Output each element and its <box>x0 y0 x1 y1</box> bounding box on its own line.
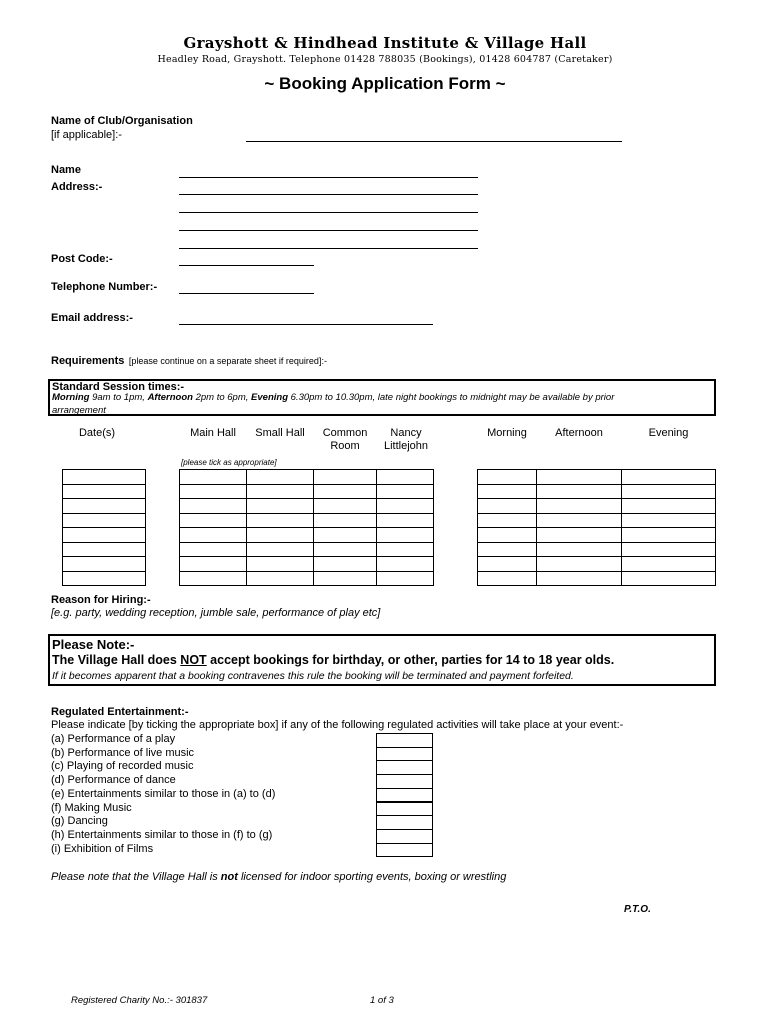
room-tick-cell[interactable] <box>377 528 434 543</box>
sessions-grid <box>477 469 716 586</box>
session-tick-cell[interactable] <box>478 557 537 572</box>
room-tick-cell[interactable] <box>180 542 247 557</box>
entertainment-heading: Regulated Entertainment:- <box>51 706 189 718</box>
licence-note-end: licensed for indoor sporting events, boxing or wrestling <box>237 871 507 883</box>
tick-note: [please tick as appropriate] <box>181 458 277 467</box>
dates-header: Date(s) <box>78 427 116 439</box>
afternoon-label: Afternoon <box>147 392 193 403</box>
date-cell[interactable] <box>63 542 146 557</box>
address-line-2[interactable] <box>179 212 478 213</box>
notice-rule-end: accept bookings for birthday, or other, parties for 14 to 18 year olds. <box>206 653 615 667</box>
rooms-grid <box>179 469 434 586</box>
entertainment-list <box>51 733 275 856</box>
session-tick-cell[interactable] <box>622 499 716 514</box>
room-tick-cell[interactable] <box>247 557 314 572</box>
room-tick-cell[interactable] <box>180 513 247 528</box>
room-tick-cell[interactable] <box>377 470 434 485</box>
room-tick-cell[interactable] <box>247 484 314 499</box>
main-hall-header: Main Hall <box>190 427 236 439</box>
entertainment-tickbox[interactable] <box>376 733 433 748</box>
afternoon-header: Afternoon <box>555 427 603 439</box>
room-tick-cell[interactable] <box>180 484 247 499</box>
dates-grid <box>62 469 146 586</box>
postcode-field[interactable] <box>179 265 314 266</box>
session-tick-cell[interactable] <box>478 499 537 514</box>
hall-address: Headley Road, Grayshott. Telephone 01428 788035 (Bookings), 01428 604787 (Caretaker) <box>157 54 613 65</box>
session-tick-cell[interactable] <box>622 542 716 557</box>
date-cell[interactable] <box>63 557 146 572</box>
date-cell[interactable] <box>63 513 146 528</box>
entertainment-tickbox[interactable] <box>376 802 433 817</box>
entertainment-item: (e) Entertainments similar to those in (a) to (d) <box>51 787 276 800</box>
entertainment-item: (f) Making Music <box>51 801 132 814</box>
email-label: Email address:- <box>51 312 133 324</box>
room-tick-cell[interactable] <box>180 557 247 572</box>
room-tick-cell[interactable] <box>377 542 434 557</box>
licence-not: not <box>220 871 238 883</box>
date-cell[interactable] <box>63 571 146 586</box>
room-tick-cell[interactable] <box>377 557 434 572</box>
session-times-detail <box>52 392 614 403</box>
room-tick-cell[interactable] <box>180 528 247 543</box>
telephone-label: Telephone Number:- <box>51 281 158 293</box>
session-tick-cell[interactable] <box>622 571 716 586</box>
session-tick-cell[interactable] <box>622 528 716 543</box>
name-label: Name <box>51 164 81 176</box>
postcode-label: Post Code:- <box>51 253 113 265</box>
room-tick-cell[interactable] <box>314 513 377 528</box>
room-tick-cell[interactable] <box>247 542 314 557</box>
session-tick-cell[interactable] <box>622 557 716 572</box>
morning-header: Morning <box>487 427 527 439</box>
telephone-field[interactable] <box>179 293 314 294</box>
room-tick-cell[interactable] <box>247 499 314 514</box>
entertainment-item: (a) Performance of a play <box>51 733 176 745</box>
session-times-box <box>48 379 716 416</box>
session-tick-cell[interactable] <box>478 571 537 586</box>
session-tick-cell[interactable] <box>537 542 622 557</box>
hiring-label: Reason for Hiring:- <box>51 594 151 606</box>
room-tick-cell[interactable] <box>314 499 377 514</box>
session-tick-cell[interactable] <box>622 513 716 528</box>
notice-box <box>48 634 716 686</box>
date-cell[interactable] <box>63 528 146 543</box>
hiring-example: [e.g. party, wedding reception, jumble sale, performance of play etc] <box>51 607 381 619</box>
session-tick-cell[interactable] <box>537 499 622 514</box>
room-tick-cell[interactable] <box>314 470 377 485</box>
entertainment-tickbox[interactable] <box>376 815 433 830</box>
nancy-littlejohn-header: Nancy Littlejohn <box>383 427 429 452</box>
session-tick-cell[interactable] <box>478 528 537 543</box>
session-tick-cell[interactable] <box>537 557 622 572</box>
session-tick-cell[interactable] <box>537 470 622 485</box>
requirements-note: [please continue on a separate sheet if required]:- <box>128 356 327 366</box>
date-cell[interactable] <box>63 484 146 499</box>
licence-note-start: Please note that the Village Hall is <box>51 871 221 883</box>
entertainment-tickbox[interactable] <box>376 843 433 858</box>
small-hall-header: Small Hall <box>255 427 305 439</box>
requirements-heading <box>51 351 327 369</box>
address-line-1[interactable] <box>179 194 478 195</box>
evening-header: Evening <box>648 427 689 439</box>
room-tick-cell[interactable] <box>377 513 434 528</box>
entertainment-tickbox[interactable] <box>376 788 433 803</box>
address-line-3[interactable] <box>179 230 478 231</box>
page-number: 1 of 3 <box>370 995 394 1006</box>
room-tick-cell[interactable] <box>247 571 314 586</box>
entertainment-item: (d) Performance of dance <box>51 774 176 787</box>
session-tick-cell[interactable] <box>537 571 622 586</box>
notice-consequence: If it becomes apparent that a booking contravenes this rule the booking will be terminated and payment forfeited. <box>52 670 574 682</box>
session-tick-cell[interactable] <box>622 484 716 499</box>
room-tick-cell[interactable] <box>314 571 377 586</box>
room-tick-cell[interactable] <box>180 499 247 514</box>
entertainment-tickbox[interactable] <box>376 747 433 762</box>
evening-time: 6.30pm to 10.30pm, late night bookings to midnight may be available by prior <box>290 392 615 403</box>
room-tick-cell[interactable] <box>377 499 434 514</box>
room-tick-cell[interactable] <box>247 513 314 528</box>
entertainment-tickbox[interactable] <box>376 829 433 844</box>
room-tick-cell[interactable] <box>314 542 377 557</box>
club-label: Name of Club/Organisation <box>51 115 193 127</box>
session-tick-cell[interactable] <box>537 484 622 499</box>
room-tick-cell[interactable] <box>377 571 434 586</box>
session-tick-cell[interactable] <box>478 542 537 557</box>
entertainment-instruction: Please indicate [by ticking the appropriate box] if any of the following regulated activities will take place at your event:- <box>51 719 624 731</box>
requirements-label: Requirements <box>51 355 125 367</box>
address-label: Address:- <box>51 181 103 193</box>
session-tick-cell[interactable] <box>478 470 537 485</box>
notice-rule <box>52 653 614 667</box>
room-tick-cell[interactable] <box>314 484 377 499</box>
club-field[interactable] <box>246 141 622 142</box>
room-tick-cell[interactable] <box>247 528 314 543</box>
licence-note <box>51 871 506 883</box>
room-tick-cell[interactable] <box>314 528 377 543</box>
evening-label: Evening <box>251 392 288 403</box>
entertainment-item: (i) Exhibition of Films <box>51 842 154 855</box>
date-cell[interactable] <box>63 470 146 485</box>
room-tick-cell[interactable] <box>180 470 247 485</box>
notice-not: NOT <box>180 653 207 667</box>
entertainment-tickbox[interactable] <box>376 760 433 775</box>
entertainment-item: (g) Dancing <box>51 815 108 828</box>
morning-time: 9am to 1pm, <box>92 392 145 403</box>
morning-label: Morning <box>52 392 90 403</box>
address-line-4[interactable] <box>179 248 478 249</box>
form-title: ~ Booking Application Form ~ <box>264 74 506 93</box>
session-tick-cell[interactable] <box>537 528 622 543</box>
hall-title: Grayshott & Hindhead Institute & Village Hall <box>183 34 587 52</box>
session-times-heading: Standard Session times:- <box>52 381 185 393</box>
notice-heading: Please Note:- <box>52 637 135 652</box>
charity-number: Registered Charity No.:- 301837 <box>71 995 208 1006</box>
entertainment-item: (c) Playing of recorded music <box>51 760 194 773</box>
afternoon-time: 2pm to 6pm, <box>195 392 249 403</box>
common-room-header: Common Room <box>322 427 368 452</box>
room-tick-cell[interactable] <box>180 571 247 586</box>
entertainment-item: (h) Entertainments similar to those in (f) to (g) <box>51 828 273 841</box>
name-field[interactable] <box>179 177 478 178</box>
notice-rule-start: The Village Hall does <box>52 653 181 667</box>
session-tick-cell[interactable] <box>478 513 537 528</box>
pto-label: P.T.O. <box>624 904 651 915</box>
club-sub-label: [if applicable]:- <box>51 129 122 141</box>
date-cell[interactable] <box>63 499 146 514</box>
room-tick-cell[interactable] <box>377 484 434 499</box>
entertainment-tickbox[interactable] <box>376 774 433 789</box>
session-times-continuation: arrangement <box>52 405 106 416</box>
session-tick-cell[interactable] <box>478 484 537 499</box>
room-tick-cell[interactable] <box>314 557 377 572</box>
email-field[interactable] <box>179 324 433 325</box>
entertainment-item: (b) Performance of live music <box>51 746 195 759</box>
session-tick-cell[interactable] <box>537 513 622 528</box>
room-tick-cell[interactable] <box>247 470 314 485</box>
session-tick-cell[interactable] <box>622 470 716 485</box>
